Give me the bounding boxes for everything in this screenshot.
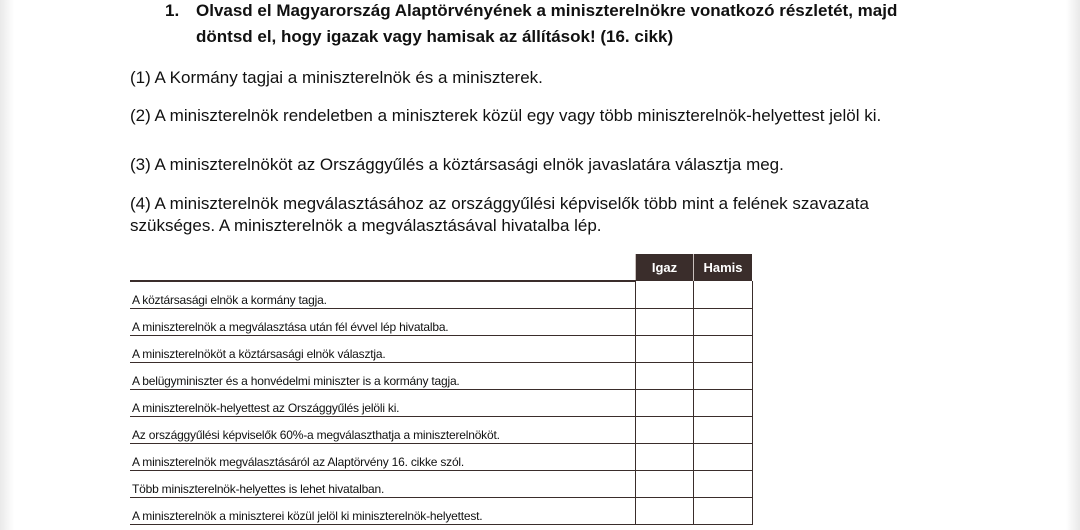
statement-4: (4) A miniszterelnök megválasztásához az országgyűlési képviselők több mint a felének szavazata szükséges. A miniszterelnök a megválasztásával hivatalba lép. bbox=[130, 194, 869, 235]
igaz-answer-box[interactable] bbox=[636, 336, 694, 363]
igaz-answer-box[interactable] bbox=[636, 417, 694, 444]
hamis-answer-box[interactable] bbox=[694, 471, 753, 498]
true-false-table bbox=[130, 254, 753, 525]
table-row bbox=[130, 281, 752, 309]
igaz-answer-box[interactable] bbox=[636, 444, 694, 471]
table-row bbox=[130, 498, 752, 525]
igaz-answer-box[interactable] bbox=[636, 363, 694, 390]
page-shadow-left bbox=[0, 0, 14, 530]
igaz-answer-box[interactable] bbox=[636, 471, 694, 498]
statement-3: (3) A miniszterelnököt az Országgyűlés a köztársasági elnök javaslatára választja meg. bbox=[130, 155, 784, 174]
statement-2: (2) A miniszterelnök rendeletben a miniszterek közül egy vagy több miniszterelnök-helyettest jelöl ki. bbox=[130, 106, 882, 125]
table-row bbox=[130, 363, 752, 390]
igaz-answer-box[interactable] bbox=[636, 281, 694, 309]
statement-cell: A miniszterelnököt a köztársasági elnök választja. bbox=[130, 336, 636, 363]
header-igaz: Igaz bbox=[636, 254, 694, 281]
page-shadow-right bbox=[1066, 0, 1080, 530]
hamis-answer-box[interactable] bbox=[694, 281, 753, 309]
hamis-answer-box[interactable] bbox=[694, 336, 753, 363]
statement-1: (1) A Kormány tagjai a miniszterelnök és a miniszterek. bbox=[130, 68, 543, 87]
table-row bbox=[130, 309, 752, 336]
task-number: 1. bbox=[165, 1, 180, 20]
hamis-answer-box[interactable] bbox=[694, 309, 753, 336]
table-row bbox=[130, 444, 752, 471]
table-row bbox=[130, 417, 752, 444]
igaz-answer-box[interactable] bbox=[636, 390, 694, 417]
table-row bbox=[130, 471, 752, 498]
statement-cell: A miniszterelnök megválasztásáról az Alaptörvény 16. cikke szól. bbox=[130, 444, 636, 471]
table-row bbox=[130, 390, 752, 417]
statement-cell: A belügyminiszter és a honvédelmi miniszter is a kormány tagja. bbox=[130, 363, 636, 390]
table-row bbox=[130, 336, 752, 363]
hamis-answer-box[interactable] bbox=[694, 498, 753, 525]
statement-cell: Több miniszterelnök-helyettes is lehet hivatalban. bbox=[130, 471, 636, 498]
table-header-row bbox=[130, 254, 752, 281]
hamis-answer-box[interactable] bbox=[694, 444, 753, 471]
statement-cell: Az országgyűlési képviselők 60%-a megválaszthatja a miniszterelnököt. bbox=[130, 417, 636, 444]
hamis-answer-box[interactable] bbox=[694, 390, 753, 417]
statement-cell: A köztársasági elnök a kormány tagja. bbox=[130, 281, 636, 309]
igaz-answer-box[interactable] bbox=[636, 498, 694, 525]
task-instruction: Olvasd el Magyarország Alaptörvényének a miniszterelnökre vonatkozó részletét, majd döntsd el, hogy igazak vagy hamisak az állítások! (16. cikk) bbox=[196, 1, 898, 46]
igaz-answer-box[interactable] bbox=[636, 309, 694, 336]
header-hamis: Hamis bbox=[694, 254, 753, 281]
hamis-answer-box[interactable] bbox=[694, 363, 753, 390]
statement-cell: A miniszterelnök a megválasztása után fél évvel lép hivatalba. bbox=[130, 309, 636, 336]
hamis-answer-box[interactable] bbox=[694, 417, 753, 444]
header-blank-cell bbox=[130, 254, 636, 281]
statement-cell: A miniszterelnök-helyettest az Országgyűlés jelöli ki. bbox=[130, 390, 636, 417]
statement-cell: A miniszterelnök a miniszterei közül jelöl ki miniszterelnök-helyettest. bbox=[130, 498, 636, 525]
